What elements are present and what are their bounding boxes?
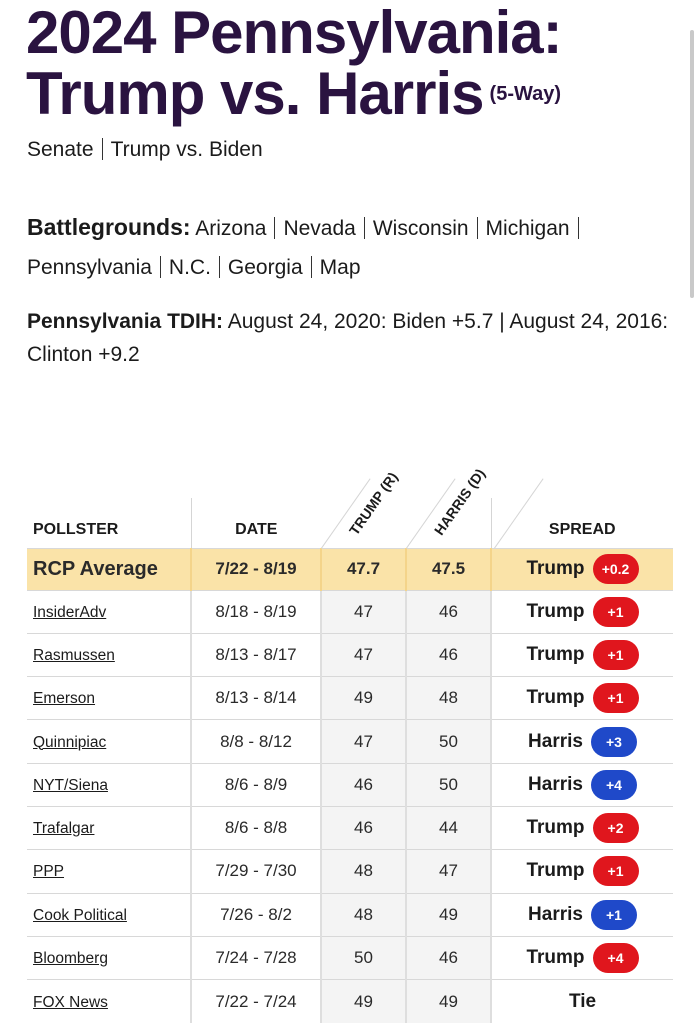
table-row — [27, 850, 673, 893]
harris-cell — [406, 980, 491, 1023]
date-cell — [191, 633, 321, 676]
table-row — [27, 633, 673, 676]
battleground-link-arizona[interactable]: Arizona — [195, 217, 267, 240]
trump-cell — [321, 893, 406, 936]
harris-cell — [406, 633, 491, 676]
pollster-cell — [27, 806, 191, 849]
date-cell — [191, 763, 321, 806]
harris-cell — [406, 850, 491, 893]
tdih-text[interactable]: August 24, 2020: Biden +5.7 | August 24, 2016: Clinton +9.2 — [27, 310, 669, 366]
trump-cell-value: 48 — [354, 904, 373, 924]
spread-cell — [491, 893, 673, 936]
trump-cell-value: 48 — [354, 861, 373, 881]
page-title — [26, 2, 676, 125]
spread-badge: +0.2 — [593, 554, 639, 584]
trump-cell — [321, 633, 406, 676]
page-scrollbar[interactable] — [690, 30, 694, 298]
harris-cell — [406, 763, 491, 806]
date-cell-value: 8/13 - 8/17 — [215, 644, 297, 664]
date-cell — [191, 677, 321, 720]
harris-cell-value: 50 — [439, 731, 458, 751]
date-cell — [191, 590, 321, 633]
trump-cell — [321, 763, 406, 806]
battleground-link-map[interactable]: Map — [319, 256, 361, 279]
spread-winner: Tie — [568, 990, 597, 1012]
spread-badge: +1 — [593, 856, 639, 886]
spread-badge: +2 — [593, 813, 639, 843]
trump-cell-value: 47 — [354, 601, 373, 621]
pollster-cell — [27, 677, 191, 720]
trump-cell — [321, 806, 406, 849]
harris-cell — [406, 936, 491, 979]
spread-winner: Harris — [528, 903, 583, 925]
table-row — [27, 980, 673, 1023]
tdih — [27, 305, 677, 371]
trump-cell-value: 50 — [354, 948, 373, 968]
header-divider — [494, 478, 544, 548]
pollster-cell-value[interactable]: NYT/Siena — [33, 776, 108, 794]
harris-cell-value: 49 — [439, 991, 458, 1011]
spread-badge: +1 — [593, 683, 639, 713]
table-row — [27, 806, 673, 849]
date-cell-value: 7/24 - 7/28 — [215, 948, 297, 968]
battlegrounds — [27, 208, 667, 287]
battleground-link-wisconsin[interactable]: Wisconsin — [372, 217, 469, 240]
rcp-average-row — [27, 548, 673, 590]
title-line1: 2024 Pennsylvania: — [26, 0, 562, 66]
harris-cell-value: 50 — [439, 774, 458, 794]
divider — [364, 217, 365, 239]
trump-cell-value: 47 — [354, 644, 373, 664]
pollster-cell — [27, 850, 191, 893]
harris-cell-value: 48 — [439, 688, 458, 708]
divider — [477, 217, 478, 239]
table-row — [27, 893, 673, 936]
date-cell-value: 7/29 - 7/30 — [215, 861, 297, 881]
spread-winner: Trump — [526, 860, 585, 882]
pollster-cell-value[interactable]: InsiderAdv — [33, 603, 107, 621]
spread-winner: Harris — [528, 773, 583, 795]
trump-cell-value: 49 — [354, 991, 373, 1011]
pollster-cell — [27, 893, 191, 936]
spread-cell — [491, 590, 673, 633]
pollster-cell — [27, 720, 191, 763]
date-cell — [191, 893, 321, 936]
pollster-cell-value[interactable]: Cook Political — [33, 906, 127, 924]
spread-cell — [491, 763, 673, 806]
date-cell-value: 7/26 - 8/2 — [220, 904, 292, 924]
date-cell-value: 8/18 - 8/19 — [215, 601, 297, 621]
average-date: 7/22 - 8/19 — [191, 548, 321, 590]
spread-badge: +4 — [593, 943, 639, 973]
spread-badge: +1 — [591, 900, 637, 930]
pollster-cell-value[interactable]: Trafalgar — [33, 820, 95, 838]
pollster-cell-value[interactable]: Emerson — [33, 690, 96, 708]
battleground-link-michigan[interactable]: Michigan — [485, 217, 570, 240]
harris-cell — [406, 720, 491, 763]
pollster-cell-value[interactable]: Bloomberg — [33, 950, 108, 968]
divider — [578, 217, 579, 239]
spread-winner: Trump — [526, 558, 585, 579]
date-cell — [191, 806, 321, 849]
table-row — [27, 763, 673, 806]
pollster-cell-value[interactable]: Rasmussen — [33, 646, 115, 664]
spread-cell — [491, 720, 673, 763]
date-cell-value: 7/22 - 7/24 — [215, 991, 297, 1011]
spread-badge: +3 — [591, 727, 637, 757]
title-line2: Trump vs. Harris — [26, 60, 484, 127]
date-cell-value: 8/6 - 8/8 — [224, 818, 288, 838]
pollster-cell — [27, 936, 191, 979]
divider — [102, 138, 103, 160]
divider — [311, 256, 312, 278]
spread-winner: Trump — [526, 600, 585, 622]
trump-cell — [321, 980, 406, 1023]
harris-cell-value: 46 — [439, 948, 458, 968]
divider — [160, 256, 161, 278]
divider — [219, 256, 220, 278]
pollster-cell-value[interactable]: FOX News — [33, 993, 108, 1011]
header-harris-label: HARRIS (D) — [430, 465, 489, 538]
date-cell-value: 8/13 - 8/14 — [215, 688, 297, 708]
header-spread-label: SPREAD — [548, 520, 616, 538]
date-cell — [191, 936, 321, 979]
polls-table-body — [27, 548, 673, 1023]
harris-cell — [406, 806, 491, 849]
trump-cell — [321, 936, 406, 979]
table-row — [27, 590, 673, 633]
harris-cell-value: 46 — [439, 601, 458, 621]
battleground-link-nc[interactable]: N.C. — [168, 256, 211, 279]
average-pollster: RCP Average — [27, 548, 191, 590]
spread-cell — [491, 980, 673, 1023]
date-cell — [191, 850, 321, 893]
battlegrounds-label: Battlegrounds: — [27, 214, 191, 240]
average-trump: 47.7 — [321, 548, 406, 590]
spread-cell — [491, 806, 673, 849]
date-cell — [191, 720, 321, 763]
battleground-link-nevada[interactable]: Nevada — [283, 217, 356, 240]
header-pollster[interactable]: POLLSTER — [33, 520, 119, 538]
title-suffix: (5-Way) — [489, 83, 562, 105]
harris-cell-value: 46 — [439, 644, 458, 664]
header-date[interactable]: DATE — [191, 498, 321, 548]
spread-cell — [491, 936, 673, 979]
date-cell-value: 8/8 - 8/12 — [220, 731, 292, 751]
polls-table — [27, 465, 673, 1023]
senate-link[interactable]: Senate — [27, 138, 94, 161]
trump-cell — [321, 850, 406, 893]
header-harris[interactable] — [406, 465, 491, 548]
harris-cell — [406, 677, 491, 720]
spread-winner: Trump — [526, 947, 585, 969]
trump-cell-value: 46 — [354, 818, 373, 838]
spread-cell — [491, 633, 673, 676]
table-row — [27, 936, 673, 979]
spread-winner: Trump — [526, 817, 585, 839]
spread-winner: Harris — [528, 730, 583, 752]
header-trump-label: TRUMP (R) — [345, 468, 401, 538]
trump-cell-value: 46 — [354, 774, 373, 794]
harris-cell-value: 49 — [439, 904, 458, 924]
average-spread — [491, 548, 673, 590]
trump-cell — [321, 590, 406, 633]
battleground-link-georgia[interactable]: Georgia — [227, 256, 303, 279]
pollster-cell — [27, 633, 191, 676]
pollster-cell-value[interactable]: PPP — [33, 863, 65, 881]
spread-cell — [491, 677, 673, 720]
trump-cell — [321, 720, 406, 763]
table-row — [27, 677, 673, 720]
date-cell-value: 8/6 - 8/9 — [224, 774, 288, 794]
harris-cell — [406, 590, 491, 633]
harris-cell — [406, 893, 491, 936]
average-harris: 47.5 — [406, 548, 491, 590]
pollster-cell — [27, 763, 191, 806]
spread-cell — [491, 850, 673, 893]
trump-cell-value: 47 — [354, 731, 373, 751]
trump-cell-value: 49 — [354, 688, 373, 708]
spread-badge: +1 — [593, 640, 639, 670]
trump-cell — [321, 677, 406, 720]
harris-cell-value: 44 — [439, 818, 458, 838]
header-spread[interactable] — [491, 498, 673, 548]
battleground-link-pennsylvania[interactable]: Pennsylvania — [27, 256, 152, 279]
pollster-cell-value[interactable]: Quinnipiac — [33, 733, 107, 751]
related-links — [27, 138, 263, 162]
trump-vs-biden-link[interactable]: Trump vs. Biden — [110, 138, 263, 161]
spread-badge: +1 — [593, 597, 639, 627]
spread-winner: Trump — [526, 687, 585, 709]
tdih-label: Pennsylvania TDIH: — [27, 310, 224, 333]
spread-badge: +4 — [591, 770, 637, 800]
table-row — [27, 720, 673, 763]
date-cell — [191, 980, 321, 1023]
pollster-cell — [27, 590, 191, 633]
divider — [274, 217, 275, 239]
header-trump[interactable] — [321, 468, 406, 548]
harris-cell-value: 47 — [439, 861, 458, 881]
spread-winner: Trump — [526, 643, 585, 665]
pollster-cell — [27, 980, 191, 1023]
table-header-row — [27, 498, 673, 548]
